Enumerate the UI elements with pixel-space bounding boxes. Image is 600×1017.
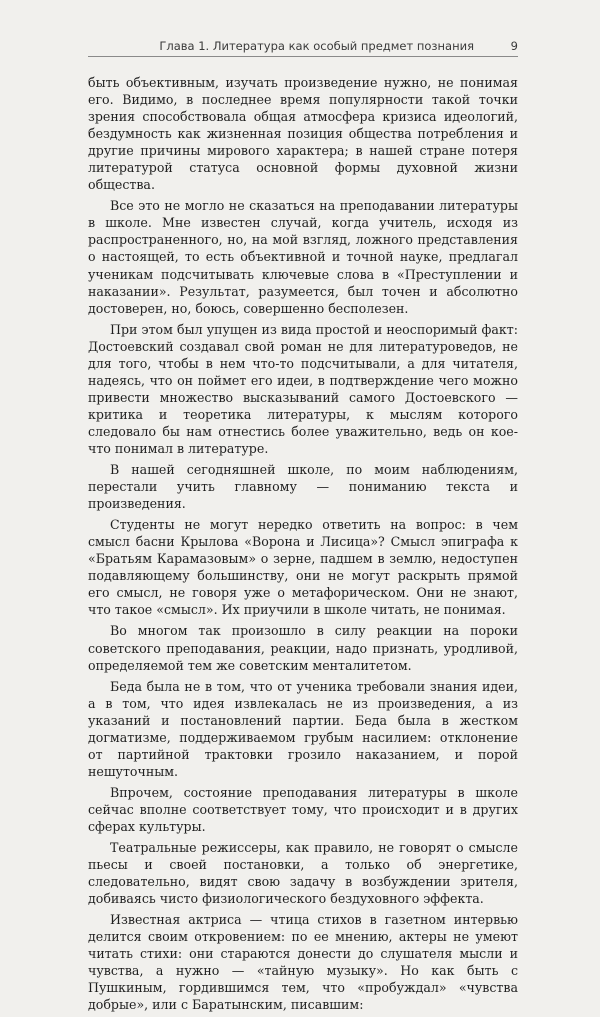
paragraph: Беда была не в том, что от ученика требовали знания идеи, а в том, что идея извлекалась не из произведения, а из указаний и постановлений партии. Беда была в жестком догматизме, поддерживаемом грубым насилием: отклонение от партийной трактовки грозило наказанием, и порой нешуточным. xyxy=(88,678,518,779)
paragraph: Театральные режиссеры, как правило, не говорят о смысле пьесы и своей постановки, а только об энергетике, следовательно, видят свою задачу в возбуждении зрителя, добиваясь чисто физиологического бездуховного эффекта. xyxy=(88,840,518,907)
chapter-title: Глава 1. Литература как особый предмет познания xyxy=(159,39,474,53)
paragraph: При этом был упущен из вида простой и неоспоримый факт: Достоевский создавал свой роман не для литературоведов, не для того, чтобы в нем что-то подсчитывали, а для читателя, надеясь, что он поймет его идеи, в подтверждение чего можно привести множество высказываний самого Достоевского — критика и теоретика литературы, к мыслям которого следовало бы нам отнестись более уважительно, ведь он кое-что понимал в литературе. xyxy=(88,321,518,456)
paragraph: Студенты не могут нередко ответить на вопрос: в чем смысл басни Крылова «Ворона и Лисица»? Смысл эпиграфа к «Братьям Карамазовым» о зерне, падшем в землю, недоступен подавляющему большинству, они не могут раскрыть прямой его смысл, не говоря уже о метафорическом. Они не знают, что такое «смысл». Их приучили в школе читать, не понимая. xyxy=(88,517,518,618)
page-number: 9 xyxy=(510,39,518,53)
paragraph: Все это не могло не сказаться на преподавании литературы в школе. Мне известен случай, когда учитель, исходя из распространенного, но, на мой взгляд, ложного представления о настоящей, то есть объективной и точной науке, предлагал ученикам подсчитывать ключевые слова в «Преступлении и наказании». Результат, разумеется, был точен и абсолютно достоверен, но, боюсь, совершенно бесполезен. xyxy=(88,198,518,316)
paragraph: Во многом так произошло в силу реакции на пороки советского преподавания, реакции, надо признать, уродливой, определяемой тем же советским менталитетом. xyxy=(88,623,518,673)
paragraph: Известная актриса — чтица стихов в газетном интервью делится своим откровением: по ее мнению, актеры не умеют читать стихи: они стараются донести до слушателя мысли и чувства, а нужно — «тайную музыку». Но как быть с Пушкиным, гордившимся тем, что «пробуждал» «чувства добрые», или с Баратынским, писавшим: xyxy=(88,912,518,1013)
paragraph: Впрочем, состояние преподавания литературы в школе сейчас вполне соответствует тому, что происходит и в других сферах культуры. xyxy=(88,784,518,834)
running-header xyxy=(88,38,518,57)
paragraph: быть объективным, изучать произведение нужно, не понимая его. Видимо, в последнее время популярности такой точки зрения способствовала общая атмосфера кризиса идеологий, бездумность как жизненная позиция общества потребления и другие причины мирового характера; в нашей стране потеря литературой статуса основной формы духовной жизни общества. xyxy=(88,75,518,193)
paragraph: В нашей сегодняшней школе, по моим наблюдениям, перестали учить главному — пониманию текста и произведения. xyxy=(88,462,518,512)
body-text xyxy=(88,74,518,1017)
